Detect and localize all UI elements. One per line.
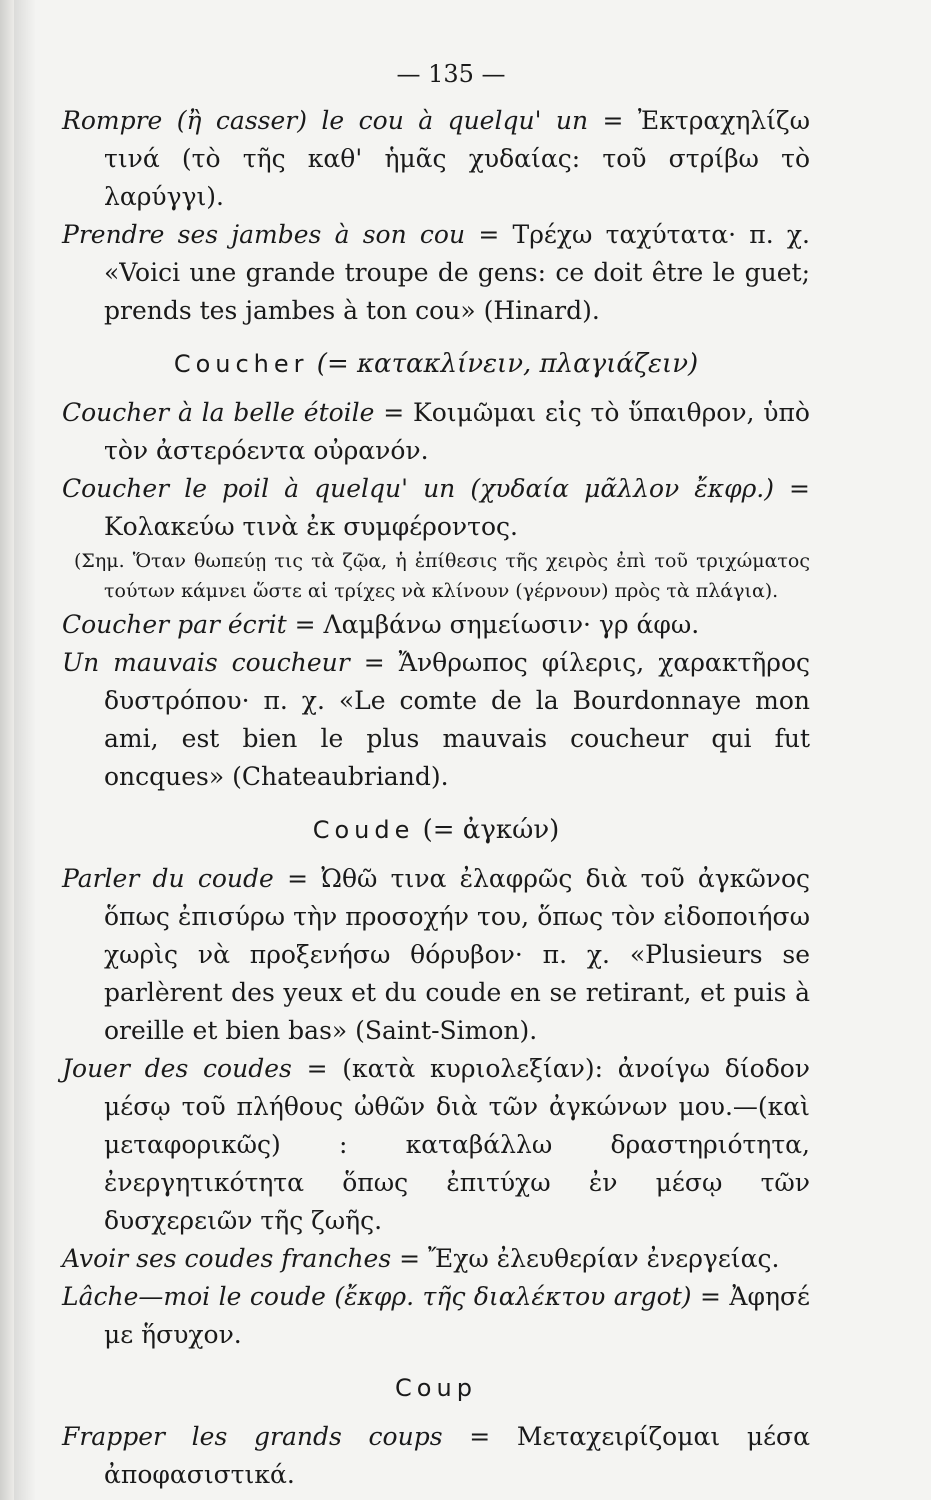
entry-term: Jouer des coudes — [62, 1054, 292, 1083]
entry-term: Coucher à la belle étoile — [62, 398, 375, 427]
heading-gloss: (= ἀγκών) — [414, 815, 560, 845]
heading-word: Coucher — [173, 350, 309, 378]
entry-definition: = (κατὰ κυριολεξίαν): ἀνοίγω δίοδον μέσῳ τοῦ πλήθους ὠθῶν διὰ τῶν ἀγκώνων μου.—(καὶ μεταφορικῶς) : καταβάλλω δραστηριότητα, ἐνεργητικότητα ὅπως ἐπιτύχω ἐν μέσῳ τῶν δυσχερειῶν τῆς ζωῆς. — [104, 1054, 810, 1235]
section-heading-coucher — [62, 344, 810, 384]
entry-definition: = Ἐκτραχηλίζω τινά (τὸ τῆς καθ' ἡμᾶς χυδαίας: τοῦ στρίβω τὸ λαρύγγι). — [104, 106, 810, 211]
entry-term: Prendre ses jambes à son cou — [62, 220, 466, 249]
heading-word: Coup — [395, 1374, 477, 1402]
entry-lache-coude — [62, 1278, 810, 1354]
entry-prendre — [62, 216, 810, 330]
entry-definition: = Κολακεύω τινὰ ἐκ συμφέροντος. — [104, 474, 810, 541]
entry-term: Un mauvais coucheur — [62, 648, 350, 677]
entry-coucher-poil — [62, 470, 810, 546]
entry-definition: = Λαμβάνω σημείωσιν· γρ άφω. — [286, 610, 700, 639]
gutter-shadow — [14, 0, 36, 1500]
entry-definition: = Ἀφησέ με ἥσυχον. — [104, 1282, 810, 1349]
entry-jouer-coudes — [62, 1050, 810, 1240]
book-gutter — [0, 0, 14, 1500]
section-heading-coude — [62, 810, 810, 850]
entry-coucher-ecrit — [62, 606, 810, 644]
entry-definition: = Ὠθῶ τινα ἐλαφρῶς διὰ τοῦ ἀγκῶνος ὅπως ἐπισύρω τὴν προσοχήν του, ὅπως τὸν εἰδοποιήσω χωρὶς νὰ προξενήσω θόρυβον· π. χ. «Plusieurs se parlèrent des yeux et du coude en se retirant, et puis à oreille et bien bas» (Saint-Simon). — [104, 864, 810, 1045]
section-heading-coup — [62, 1368, 810, 1408]
entry-avoir-coudes — [62, 1240, 810, 1278]
page — [62, 60, 810, 1494]
entry-parler-coude — [62, 860, 810, 1050]
entry-definition: = Ἔχω ἐλευθερίαν ἐνεργείας. — [391, 1244, 780, 1273]
entry-frapper-coups — [62, 1418, 810, 1494]
entry-term: Coucher par écrit — [62, 610, 287, 639]
entry-register: (χυδαία μᾶλλον ἔκφρ.) — [455, 474, 774, 503]
entry-definition: = Μεταχειρίζομαι μέσα ἀποφασιστικά. — [104, 1422, 810, 1489]
entry-rompre — [62, 102, 810, 216]
entry-term: Avoir ses coudes franches — [62, 1244, 392, 1273]
entry-coucher-etoile — [62, 394, 810, 470]
entry-term: Lâche—moi le coude — [62, 1282, 326, 1311]
entry-note: (Σημ. Ὅταν θωπεύῃ τις τὰ ζῷα, ἡ ἐπίθεσις τῆς χειρὸς ἐπὶ τοῦ τριχώματος τούτων κάμνει ὥστε αἱ τρίχες νὰ κλίνουν (γέρνουν) πρὸς τὰ πλάγια). — [74, 550, 810, 602]
entry-mauvais-coucheur — [62, 644, 810, 796]
entry-term: Parler du coude — [62, 864, 274, 893]
entry-register: (ἔκφρ. τῆς διαλέκτου argot) — [325, 1282, 692, 1311]
heading-word: Coude — [312, 816, 415, 844]
entry-term: Coucher le poil à quelqu' un — [62, 474, 456, 503]
heading-gloss: (= κατακλίνειν, πλαγιάζειν) — [308, 349, 699, 379]
entry-definition: = Κοιμῶμαι εἰς τὸ ὕπαιθρον, ὑπὸ τὸν ἀστερόεντα οὐρανόν. — [104, 398, 810, 465]
entry-term: Rompre (ἢ casser) le cou à quelqu' un — [62, 106, 589, 135]
entry-definition: = Τρέχω ταχύτατα· π. χ. «Voici une grande troupe de gens: ce doit être le guet; prends tes jambes à ton cou» (Hinard). — [104, 220, 810, 325]
page-number: — 135 — — [396, 60, 506, 88]
entry-term: Frapper les grands coups — [62, 1422, 443, 1451]
entry-definition: = Ἄνθρωπος φίλερις, χαρακτῆρος δυστρόπου· π. χ. «Le comte de la Bourdonnaye mon ami, est bien le plus mauvais coucheur qui fut oncques» (Chateaubriand). — [104, 648, 811, 791]
